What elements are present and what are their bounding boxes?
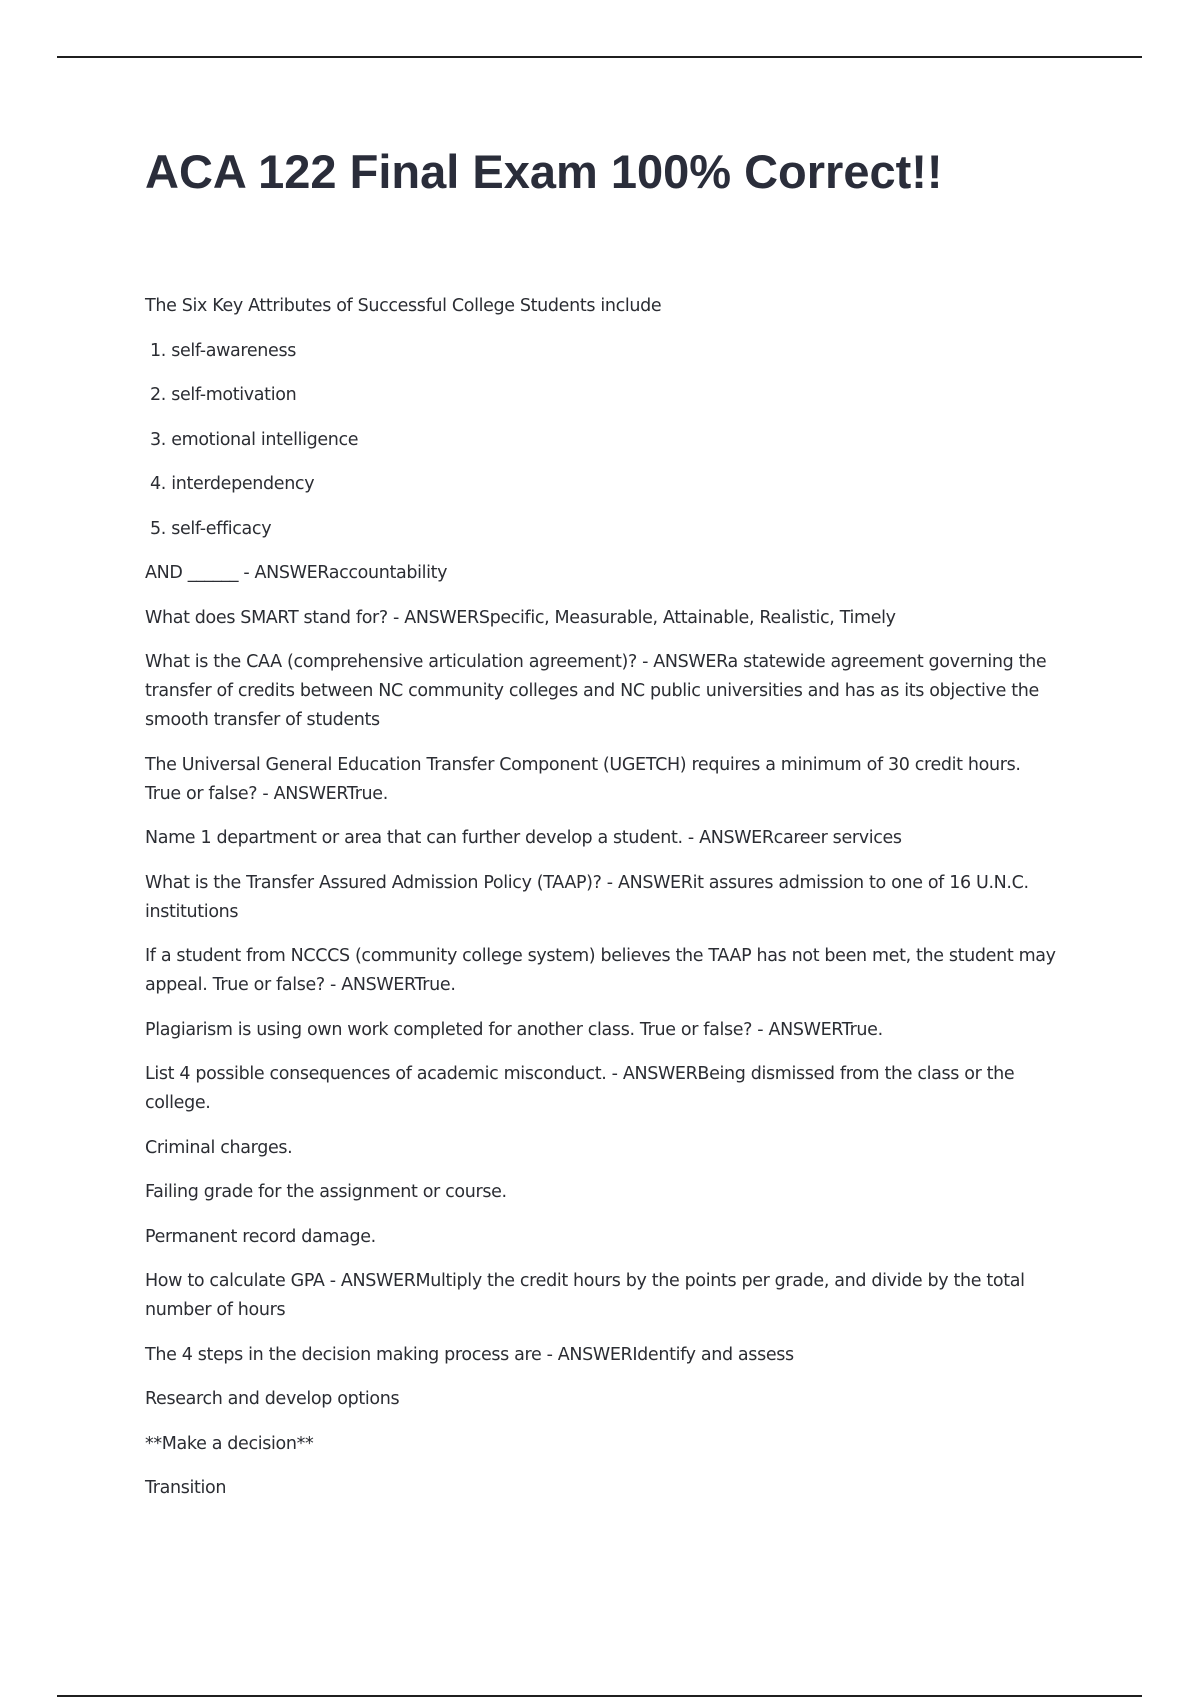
document-body [145, 292, 1060, 1519]
qa-paragraph: The 4 steps in the decision making process are - ANSWERIdentify and assess [145, 1344, 794, 1365]
list-item: 3. emotional intelligence [150, 429, 359, 450]
qa-paragraph: AND ______ - ANSWERaccountability [145, 563, 448, 583]
qa-paragraph: What does SMART stand for? - ANSWERSpecific, Measurable, Attainable, Realistic, Timely [145, 607, 896, 628]
paragraph-intro: The Six Key Attributes of Successful College Students include [145, 296, 662, 316]
page-title: ACA 122 Final Exam 100% Correct!! [145, 145, 943, 198]
list-item: 4. interdependency [150, 474, 315, 494]
qa-paragraph: What is the CAA (comprehensive articulation agreement)? - ANSWERa statewide agreement governing the transfer of credits between NC community colleges and NC public universities and has as its objective the smooth transfer of students [145, 652, 1047, 730]
answer-line: Transition [145, 1478, 227, 1498]
qa-paragraph: If a student from NCCCS (community college system) believes the TAAP has not been met, the student may appeal. True or false? - ANSWERTrue. [145, 946, 1056, 995]
list-item: 2. self-motivation [150, 385, 297, 405]
qa-paragraph: The Universal General Education Transfer Component (UGETCH) requires a minimum of 30 credit hours. True or false? - ANSWERTrue. [145, 754, 1021, 804]
list-item: 1. self-awareness [150, 340, 297, 361]
list-item: 5. self-efficacy [150, 518, 272, 539]
answer-line: Failing grade for the assignment or course. [145, 1182, 507, 1202]
qa-paragraph: Name 1 department or area that can further develop a student. - ANSWERcareer services [145, 828, 902, 848]
top-rule [57, 56, 1142, 58]
qa-paragraph: List 4 possible consequences of academic misconduct. - ANSWERBeing dismissed from the class or the college. [145, 1064, 1015, 1113]
qa-paragraph: Plagiarism is using own work completed for another class. True or false? - ANSWERTrue. [145, 1019, 883, 1040]
qa-paragraph: What is the Transfer Assured Admission Policy (TAAP)? - ANSWERit assures admission to one of 16 U.N.C. institutions [145, 872, 1029, 922]
answer-line: Research and develop options [145, 1389, 400, 1409]
qa-paragraph: How to calculate GPA - ANSWERMultiply the credit hours by the points per grade, and divide by the total number of hours [145, 1271, 1025, 1320]
answer-line: **Make a decision** [145, 1433, 314, 1454]
answer-line: Permanent record damage. [145, 1226, 376, 1247]
answer-line: Criminal charges. [145, 1137, 293, 1158]
bottom-rule [57, 1695, 1142, 1697]
